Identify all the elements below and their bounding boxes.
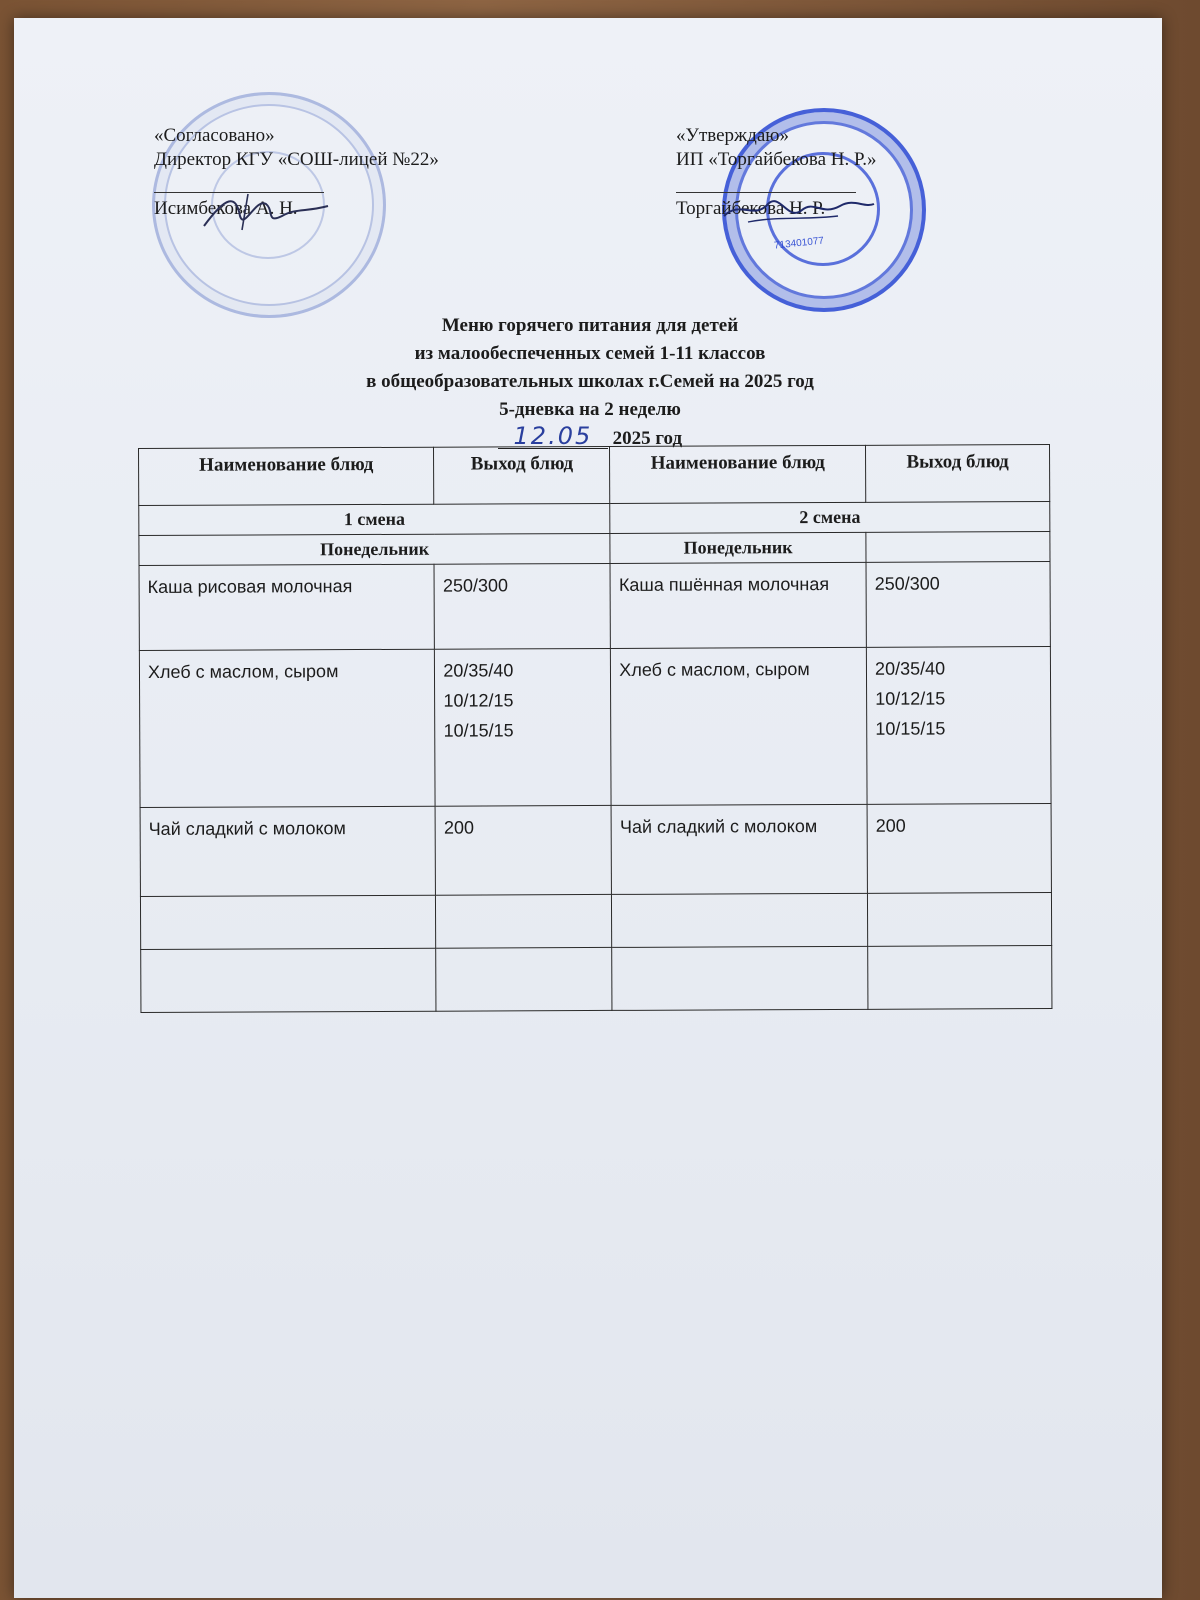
header-dish-name-2: Наименование блюд [610,445,866,503]
header-portion-2: Выход блюд [866,445,1050,503]
header-portion-1: Выход блюд [434,446,610,504]
approval-approved-name: Торгайбекова Н. Р. [676,198,826,219]
portion-shift-1: 200 [435,805,611,895]
day-label-shift-2: Понедельник [610,532,866,563]
dish-name-shift-2: Каша пшённая молочная [610,562,866,648]
dish-name-shift-1: Хлеб с маслом, сыром [139,649,435,807]
table-row [139,647,1051,808]
title-line-3: в общеобразовательных школах г.Семей на 2025 год [366,371,814,392]
signature-left [196,186,336,236]
title-line-1: Меню горячего питания для детей [441,315,739,336]
menu-table [138,444,1052,1013]
day-row [139,532,1050,566]
shift-2-label: 2 смена [610,502,1050,534]
header-dish-name-1: Наименование блюд [139,447,435,505]
date-suffix: 2025 год [612,428,683,449]
handwritten-date: 12.05 [498,424,608,449]
shift-1-label: 1 смена [139,503,610,535]
portion-shift-1: 20/35/40 10/12/15 10/15/15 [435,648,612,806]
dish-name-shift-1: Каша рисовая молочная [139,564,435,650]
table-row [139,562,1050,651]
day-empty-cell [866,532,1050,563]
signature-right [718,186,878,232]
menu-title [150,312,1030,453]
approval-approved-heading: «Утверждаю» [676,125,789,146]
dish-name-shift-1: Чай сладкий с молоком [140,806,436,896]
empty-row [141,946,1052,1013]
portion-shift-2: 20/35/40 10/12/15 10/15/15 [866,647,1051,805]
approval-approved-position: ИП «Торгайбекова Н. Р.» [676,149,877,170]
approval-agreed-heading: «Согласовано» [154,125,275,146]
table-header-row [139,445,1050,506]
portion-shift-1: 250/300 [434,563,610,649]
empty-row [140,893,1051,950]
seal-number: 713401077 [773,235,825,252]
table-row [140,804,1051,897]
title-line-4: 5-дневка на 2 неделю [499,399,681,420]
title-line-2: из малообеспеченных семей 1-11 классов [414,343,766,364]
dish-name-shift-2: Хлеб с маслом, сыром [611,647,867,805]
day-label-shift-1: Понедельник [139,533,610,565]
dish-name-shift-2: Чай сладкий с молоком [611,804,867,894]
approval-agreed-name: Исимбекова А. Н. [154,198,298,219]
shift-row [139,502,1050,536]
approval-agreed-position: Директор КГУ «СОШ-лицей №22» [154,149,439,170]
portion-shift-2: 200 [867,804,1051,894]
portion-shift-2: 250/300 [866,562,1050,648]
